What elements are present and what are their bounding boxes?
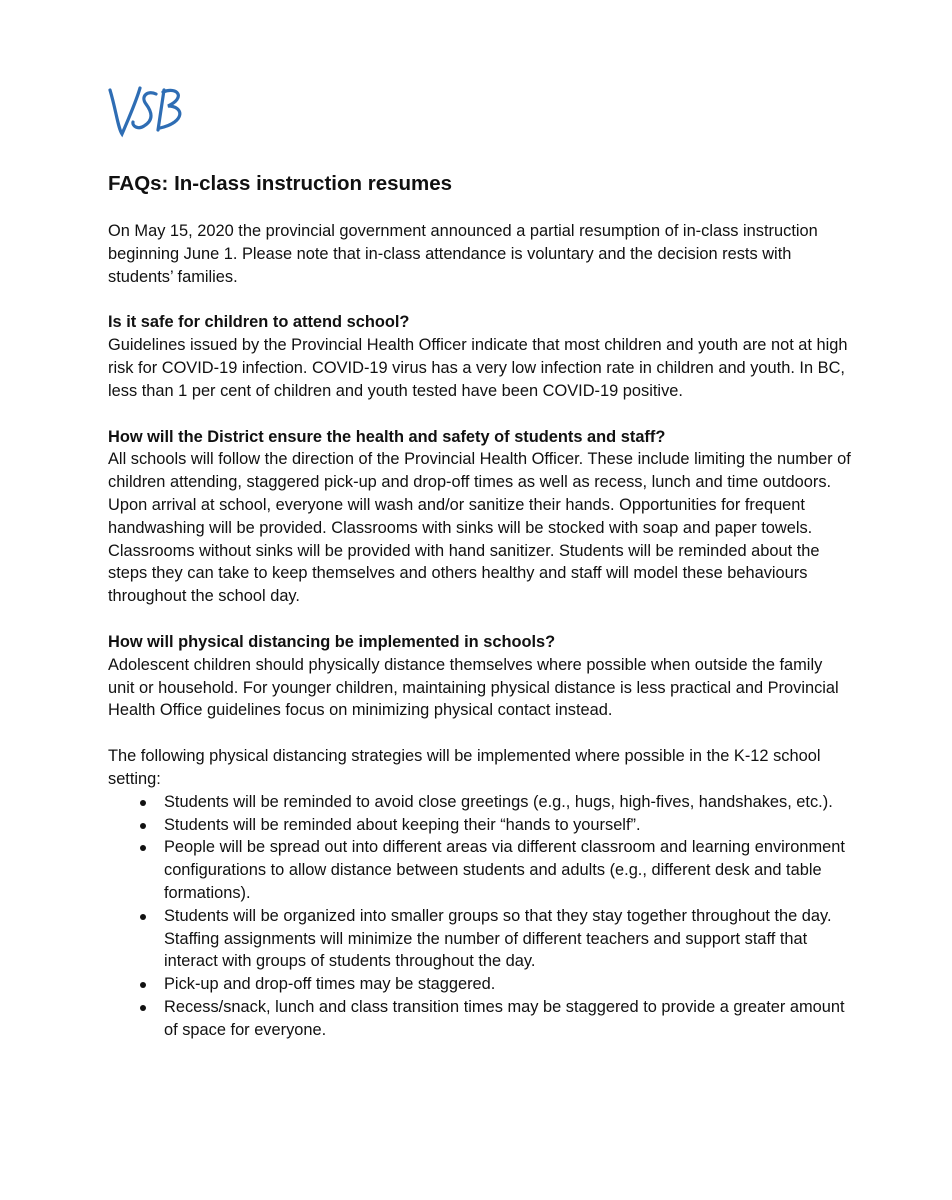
- intro-paragraph: On May 15, 2020 the provincial government announced a partial resumption of in-class instruction beginning June 1. Please note that in-class attendance is voluntary and the decision rests with students’ families.: [108, 222, 818, 286]
- answer-physical-distancing: Adolescent children should physically distance themselves where possible when outside the family unit or household. For younger children, maintaining physical distance is less practical and Provincial Health Office guidelines focus on minimizing physical contact instead.: [108, 655, 839, 720]
- bullet-icon: [140, 823, 146, 829]
- list-item-text: Pick-up and drop-off times may be staggered.: [164, 975, 496, 994]
- question-health-safety: How will the District ensure the health and safety of students and staff?: [108, 427, 666, 446]
- list-item-text: Students will be reminded to avoid close greetings (e.g., hugs, high-fives, handshakes, etc.).: [164, 792, 833, 811]
- list-item: [108, 996, 853, 1042]
- strategies-list: [108, 791, 853, 1042]
- page-title: FAQs: In-class instruction resumes: [108, 172, 453, 195]
- question-physical-distancing: How will physical distancing be implemented in schools?: [108, 632, 556, 651]
- list-item-text: People will be spread out into different areas via different classroom and learning environment configurations to allow distance between students and adults (e.g., different desk and table formations).: [164, 838, 845, 902]
- bullet-icon: [140, 982, 146, 988]
- question-safety: Is it safe for children to attend school?: [108, 313, 410, 332]
- bullet-icon: [140, 845, 146, 851]
- list-item-text: Recess/snack, lunch and class transition times may be staggered to provide a greater amount of space for everyone.: [164, 997, 845, 1039]
- strategies-intro: The following physical distancing strategies will be implemented where possible in the K-12 school setting:: [108, 747, 821, 788]
- answer-safety: Guidelines issued by the Provincial Health Officer indicate that most children and youth are not at high risk for COVID-19 infection. COVID-19 virus has a very low infection rate in children and youth. In BC, less than 1 per cent of children and youth tested have been COVID-19 positive.: [108, 336, 848, 400]
- list-item: [108, 905, 853, 973]
- bullet-icon: [140, 1005, 146, 1011]
- list-item: [108, 814, 853, 837]
- list-item: [108, 791, 853, 814]
- vsb-logo: [106, 80, 188, 144]
- list-item-text: Students will be organized into smaller groups so that they stay together throughout the day. Staffing assignments will minimize the number of different teachers and support staff that interact with groups of students throughout the day.: [164, 906, 832, 971]
- vsb-logo-mark: [106, 80, 188, 144]
- bullet-icon: [140, 914, 146, 920]
- document-body: [108, 170, 853, 1042]
- bullet-icon: [140, 800, 146, 806]
- list-item: [108, 973, 853, 996]
- list-item-text: Students will be reminded about keeping their “hands to yourself”.: [164, 815, 641, 834]
- answer-health-safety: All schools will follow the direction of the Provincial Health Officer. These include limiting the number of children attending, staggered pick-up and drop-off times as well as recess, lunch and time outdoors. Upon arrival at school, everyone will wash and/or sanitize their hands. Opportunities for frequent handwashing will be provided. Classrooms with sinks will be stocked with soap and paper towels. Classrooms without sinks will be provided with hand sanitizer. Students will be reminded about the steps they can take to keep themselves and others healthy and staff will model these behaviours throughout the school day.: [108, 450, 851, 606]
- list-item: [108, 836, 853, 904]
